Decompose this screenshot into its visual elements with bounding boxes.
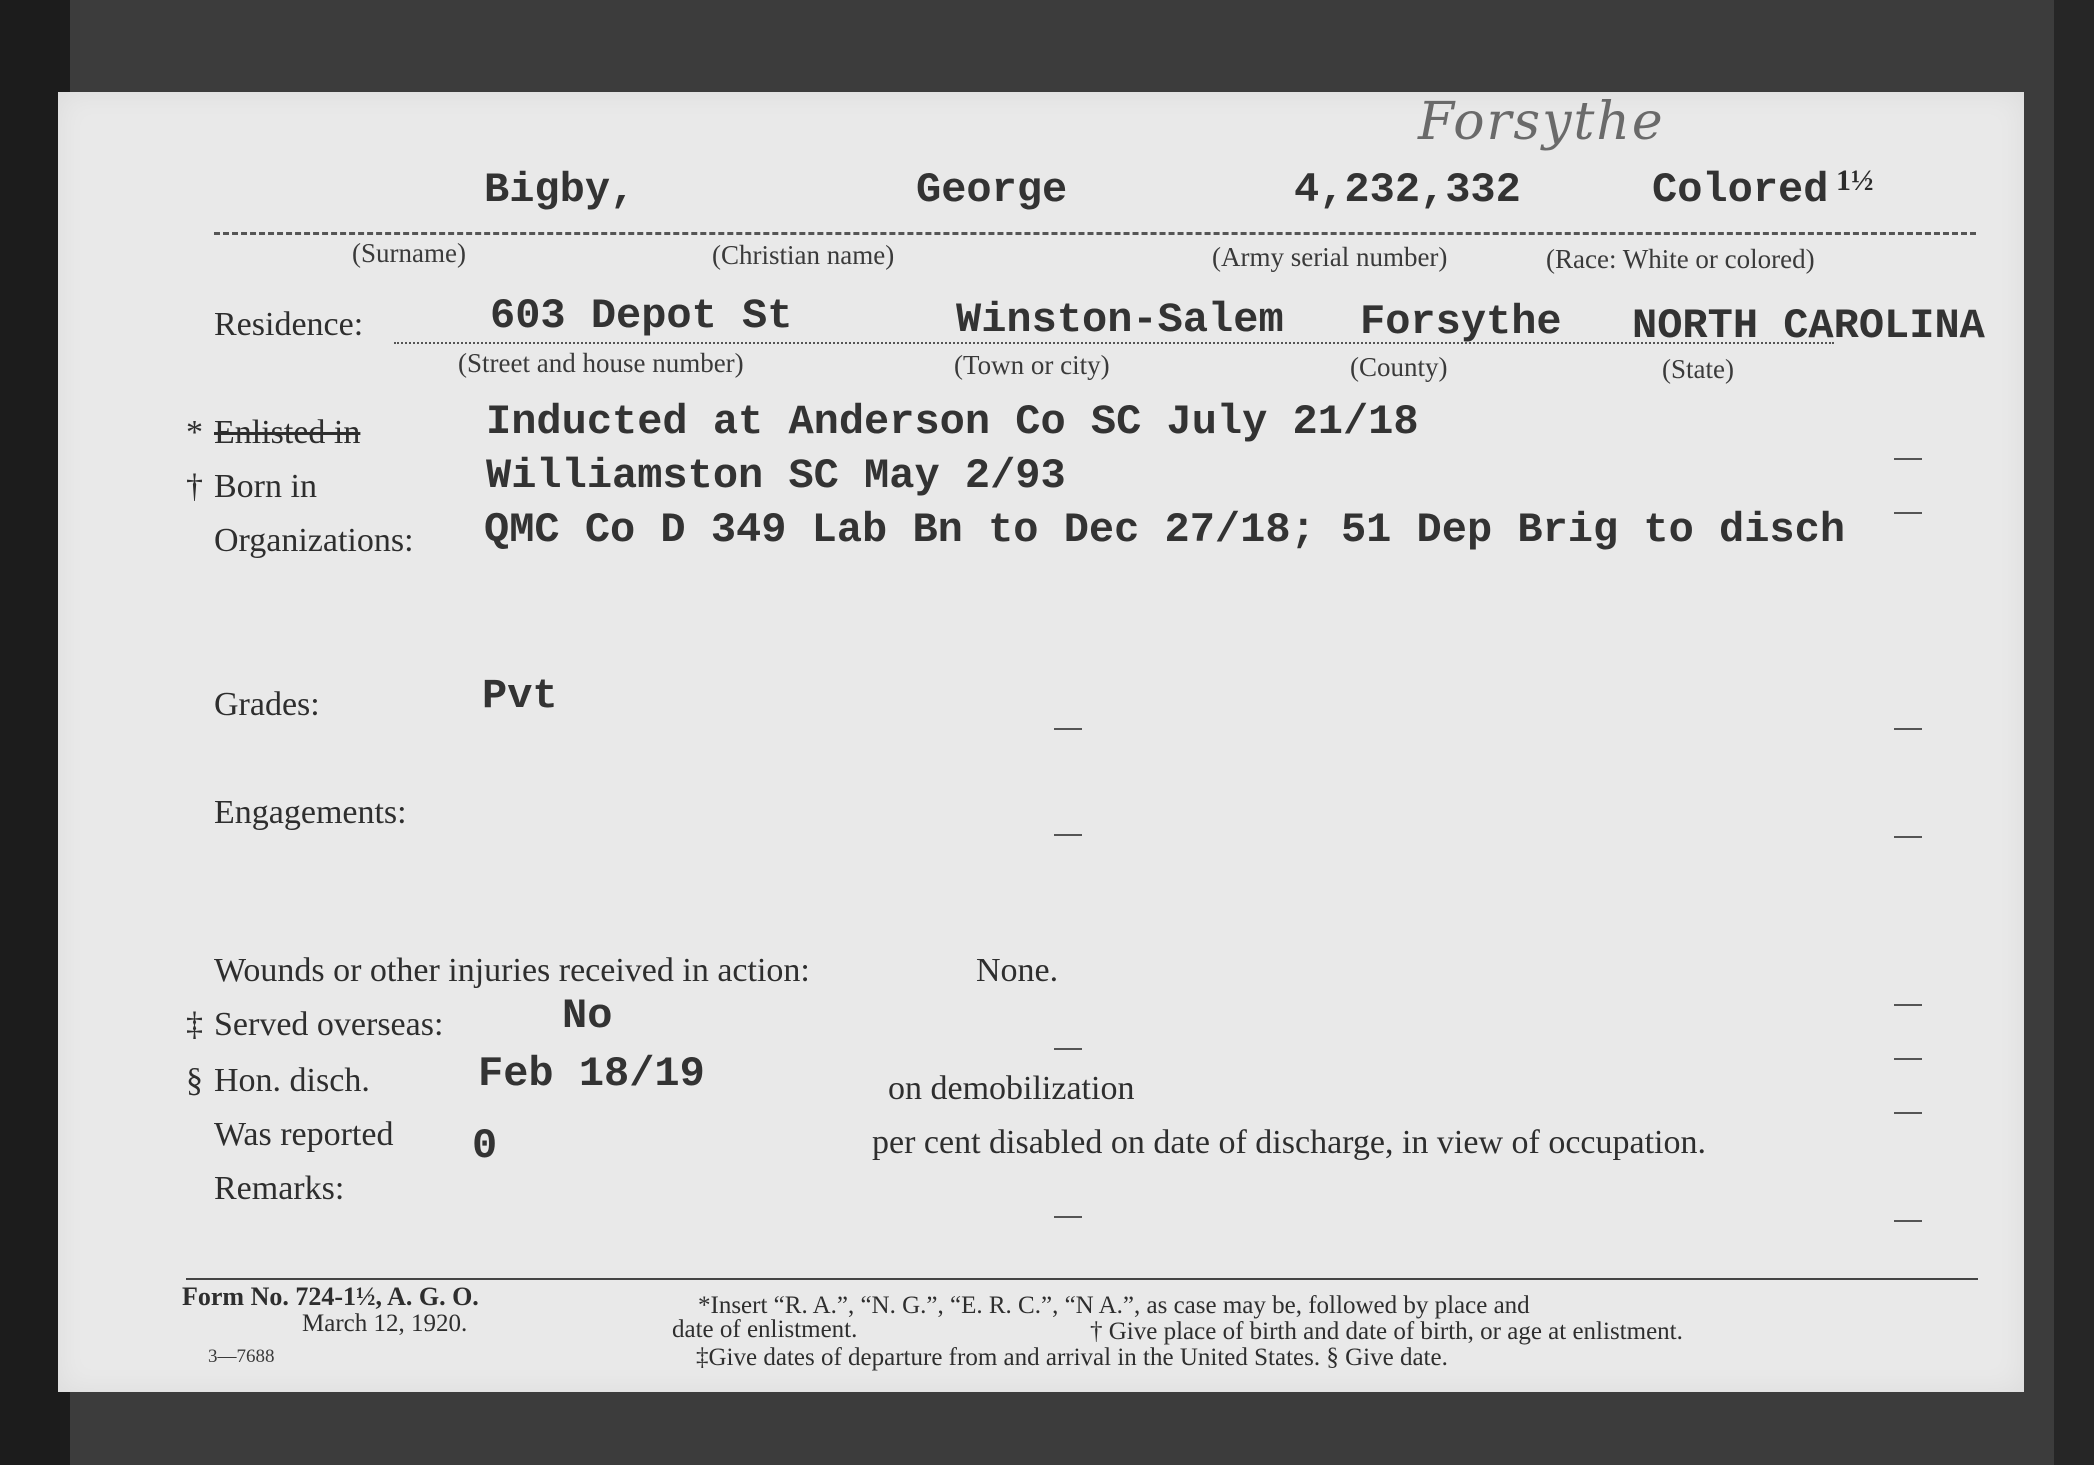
disch-suffix: on demobilization — [888, 1070, 1135, 1107]
serial-number-caption: (Army serial number) — [1212, 242, 1448, 272]
reported-label: Was reported — [214, 1116, 394, 1153]
overseas-label: Served overseas: — [214, 1006, 444, 1043]
organizations-label: Organizations: — [214, 522, 414, 559]
footnote-line-1: *Insert “R. A.”, “N. G.”, “E. R. C.”, “N A.”, as case may be, followed by place and — [698, 1292, 1530, 1319]
residence-label: Residence: — [214, 306, 364, 343]
footnote-line-2b: † Give place of birth and date of birth, or age at enlistment. — [1090, 1318, 1683, 1345]
overseas-mark: ‡ — [186, 1006, 203, 1043]
scan-edge-right — [2054, 0, 2094, 1465]
remarks-label: Remarks: — [214, 1170, 345, 1207]
footnote-line-2a: date of enlistment. — [672, 1316, 858, 1343]
organizations-value: QMC Co D 349 Lab Bn to Dec 27/18; 51 Dep Brig to disch — [484, 506, 1846, 554]
engagements-label: Engagements: — [214, 794, 407, 831]
serial-number-value: 4,232,332 — [1294, 166, 1521, 214]
margin-tick — [1054, 728, 1082, 730]
margin-tick — [1054, 1048, 1082, 1050]
town-caption: (Town or city) — [954, 350, 1110, 380]
margin-tick — [1894, 458, 1922, 460]
state-caption: (State) — [1662, 354, 1734, 384]
margin-tick — [1894, 1112, 1922, 1114]
margin-tick — [1894, 512, 1922, 514]
grades-value: Pvt — [482, 672, 558, 720]
footer-rule — [186, 1278, 1978, 1280]
born-mark: † — [186, 468, 203, 505]
footnote-line-3: ‡Give dates of departure from and arrival in the United States. § Give date. — [696, 1344, 1448, 1371]
form-number: Form No. 724-1½, A. G. O. — [182, 1282, 479, 1311]
disch-mark: § — [186, 1062, 203, 1099]
born-value: Williamston SC May 2/93 — [486, 452, 1066, 500]
born-label: Born in — [214, 468, 317, 505]
grades-label: Grades: — [214, 686, 320, 723]
christian-name-value: George — [916, 166, 1068, 214]
margin-tick — [1894, 836, 1922, 838]
surname-value: Bigby, — [484, 166, 636, 214]
enlisted-value: Inducted at Anderson Co SC July 21/18 — [486, 398, 1419, 446]
form-date: March 12, 1920. — [302, 1310, 468, 1337]
residence-town: Winston-Salem — [956, 296, 1284, 344]
header-dotted-line — [214, 232, 1976, 235]
county-caption: (County) — [1350, 352, 1448, 382]
disch-label: Hon. disch. — [214, 1062, 370, 1099]
reported-value: 0 — [472, 1122, 498, 1170]
margin-tick — [1054, 834, 1082, 836]
reported-suffix: per cent disabled on date of discharge, in view of occupation. — [872, 1124, 1706, 1161]
overseas-value: No — [562, 992, 613, 1040]
margin-tick — [1894, 728, 1922, 730]
handwritten-note: Forsythe — [1418, 92, 1665, 152]
wounds-label: Wounds or other injuries received in action: — [214, 952, 810, 989]
enlisted-label: Enlisted in — [214, 414, 361, 451]
residence-county: Forsythe — [1360, 298, 1562, 346]
race-value: Colored — [1652, 166, 1829, 214]
margin-tick — [1894, 1058, 1922, 1060]
wounds-value: None. — [976, 952, 1059, 989]
enlisted-mark: * — [186, 414, 203, 451]
disch-value: Feb 18/19 — [478, 1050, 705, 1098]
street-caption: (Street and house number) — [458, 348, 744, 378]
record-card — [58, 92, 2024, 1392]
print-code: 3—7688 — [208, 1346, 275, 1367]
race-caption: (Race: White or colored) — [1546, 244, 1815, 274]
christian-name-caption: (Christian name) — [712, 240, 895, 270]
surname-caption: (Surname) — [352, 238, 466, 268]
margin-tick — [1894, 1220, 1922, 1222]
card-number-mark: 1½ — [1836, 164, 1874, 197]
margin-tick — [1054, 1216, 1082, 1218]
margin-tick — [1894, 1004, 1922, 1006]
residence-state: NORTH CAROLINA — [1632, 302, 1985, 350]
residence-street: 603 Depot St — [490, 292, 793, 340]
